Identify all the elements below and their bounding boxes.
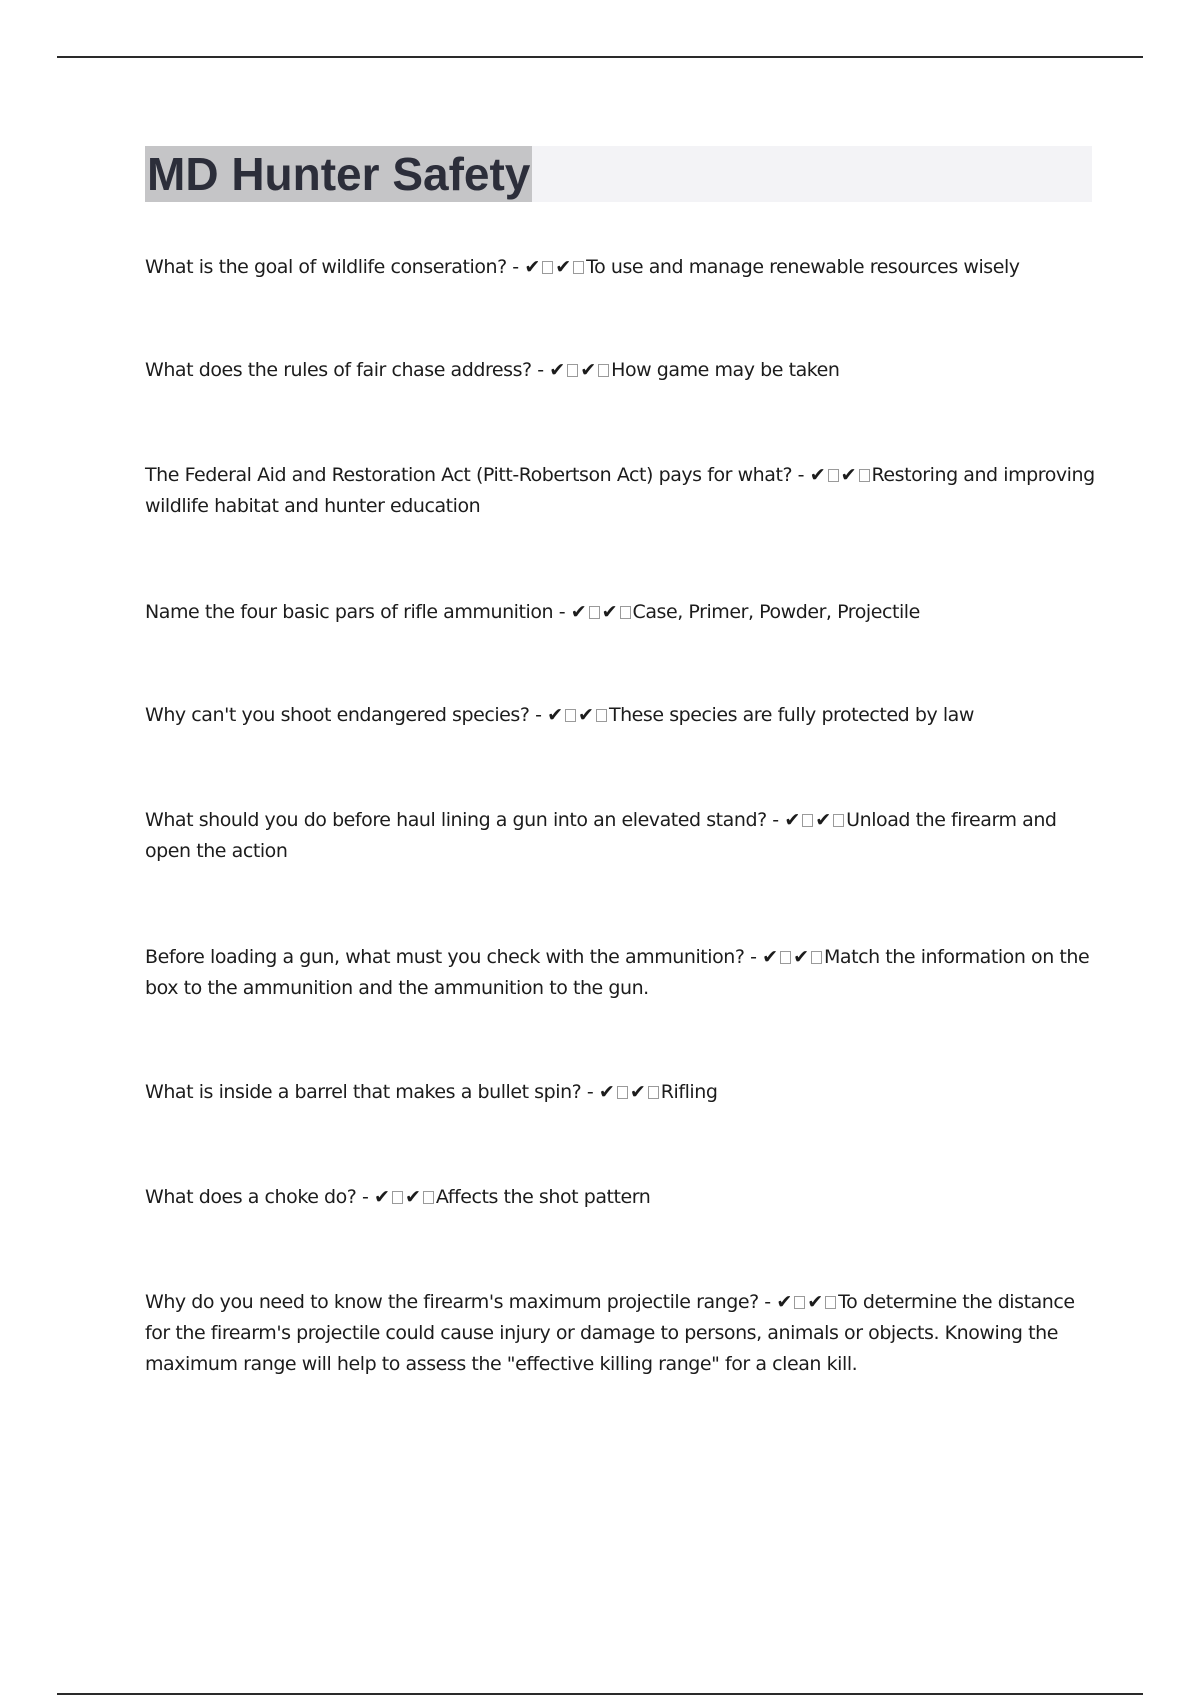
answer-text: Unload the firearm and open the action <box>145 809 1057 862</box>
separator: - <box>581 1081 599 1103</box>
empty-box-icon <box>620 606 631 619</box>
checkmark-icon: ✔ <box>629 1081 646 1103</box>
question-text: What does the rules of fair chase address? <box>145 359 532 381</box>
checkmark-icon: ✔ <box>601 601 618 623</box>
answer-text: Rifling <box>660 1081 718 1103</box>
answer-text: Case, Primer, Powder, Projectile <box>632 601 920 623</box>
separator: - <box>553 601 571 623</box>
check-marks <box>599 1081 661 1103</box>
answer-text: Affects the shot pattern <box>435 1186 651 1208</box>
qa-item <box>145 597 1095 628</box>
qa-item <box>145 805 1095 867</box>
separator: - <box>529 704 548 726</box>
check-marks <box>784 809 846 831</box>
question-text: What should you do before haul lining a gun into an elevated stand? <box>145 809 767 831</box>
checkmark-icon: ✔ <box>840 464 857 486</box>
footer-rule <box>57 1693 1143 1695</box>
checkmark-icon: ✔ <box>524 256 541 278</box>
checkmark-icon: ✔ <box>776 1291 793 1313</box>
checkmark-icon: ✔ <box>549 359 566 381</box>
question-text: What is inside a barrel that makes a bullet spin? <box>145 1081 582 1103</box>
checkmark-icon: ✔ <box>598 1081 615 1103</box>
qa-item <box>145 700 1095 731</box>
answer-text: Restoring and improving wildlife habitat and hunter education <box>145 464 1095 517</box>
qa-item <box>145 1287 1095 1380</box>
empty-box-icon <box>648 1086 659 1099</box>
checkmark-icon: ✔ <box>793 946 809 968</box>
question-text: Name the four basic pars of rifle ammunition <box>145 601 554 623</box>
empty-box-icon <box>833 814 844 827</box>
checkmark-icon: ✔ <box>580 359 597 381</box>
qa-item <box>145 460 1095 522</box>
empty-box-icon <box>423 1191 434 1204</box>
answer-text: Match the information on the box to the ammunition and the ammunition to the gun. <box>145 946 1090 999</box>
empty-box-icon <box>828 469 839 482</box>
question-text: Before loading a gun, what must you check with the ammunition? <box>145 946 745 968</box>
checkmark-icon: ✔ <box>374 1186 390 1208</box>
check-marks <box>571 601 633 623</box>
empty-box-icon <box>589 606 600 619</box>
empty-box-icon <box>859 469 870 482</box>
separator: - <box>766 809 785 831</box>
answer-text: How game may be taken <box>611 359 840 381</box>
checkmark-icon: ✔ <box>762 946 779 968</box>
answer-text: These species are fully protected by law <box>608 704 974 726</box>
checkmark-icon: ✔ <box>555 256 572 278</box>
check-marks <box>549 359 611 381</box>
checkmark-icon: ✔ <box>578 704 594 726</box>
qa-item <box>145 355 1095 386</box>
check-marks <box>776 1291 838 1313</box>
separator: - <box>356 1186 375 1208</box>
empty-box-icon <box>392 1191 403 1204</box>
empty-box-icon <box>617 1086 628 1099</box>
separator: - <box>744 946 763 968</box>
empty-box-icon <box>567 364 578 377</box>
empty-box-icon <box>802 814 813 827</box>
separator: - <box>792 464 810 486</box>
question-text: What does a choke do? <box>145 1186 357 1208</box>
qa-item <box>145 942 1095 1004</box>
question-text: What is the goal of wildlife conseration? <box>145 256 507 278</box>
answer-text: To determine the distance for the firearm's projectile could cause injury or damage to persons, animals or objects. Knowing the maximum range will help to assess the "effective killing range" for a clean kill. <box>145 1291 1075 1375</box>
empty-box-icon <box>825 1296 836 1309</box>
empty-box-icon <box>794 1296 805 1309</box>
qa-item <box>145 252 1095 283</box>
check-marks <box>374 1186 436 1208</box>
empty-box-icon <box>780 951 791 964</box>
checkmark-icon: ✔ <box>809 464 826 486</box>
empty-box-icon <box>542 261 553 274</box>
qa-item <box>145 1182 1095 1213</box>
empty-box-icon <box>573 261 584 274</box>
empty-box-icon <box>596 709 607 722</box>
answer-text: To use and manage renewable resources wisely <box>586 256 1020 278</box>
question-text: Why can't you shoot endangered species? <box>145 704 530 726</box>
empty-box-icon <box>565 709 576 722</box>
empty-box-icon <box>598 364 609 377</box>
check-marks <box>762 946 824 968</box>
separator: - <box>506 256 525 278</box>
checkmark-icon: ✔ <box>807 1291 824 1313</box>
header-rule <box>57 56 1143 58</box>
check-marks <box>524 256 586 278</box>
qa-item <box>145 1077 1095 1108</box>
checkmark-icon: ✔ <box>547 704 564 726</box>
separator: - <box>531 359 550 381</box>
check-marks <box>810 464 872 486</box>
page-title: MD Hunter Safety <box>147 148 531 200</box>
checkmark-icon: ✔ <box>784 809 801 831</box>
empty-box-icon <box>811 951 822 964</box>
separator: - <box>758 1291 777 1313</box>
checkmark-icon: ✔ <box>570 601 587 623</box>
checkmark-icon: ✔ <box>404 1186 421 1208</box>
question-text: The Federal Aid and Restoration Act (Pitt-Robertson Act) pays for what? <box>145 464 793 486</box>
question-text: Why do you need to know the firearm's maximum projectile range? <box>145 1291 759 1313</box>
checkmark-icon: ✔ <box>815 809 832 831</box>
check-marks <box>547 704 609 726</box>
